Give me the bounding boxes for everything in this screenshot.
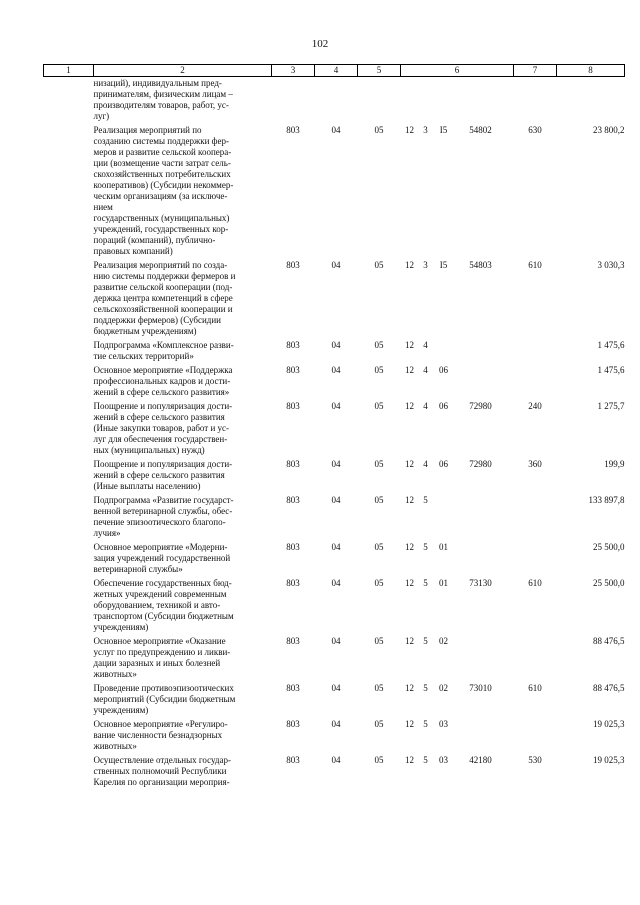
- amount: 199,9: [604, 459, 625, 469]
- subitem-code: 05: [374, 495, 384, 505]
- expense-type-code: [514, 636, 557, 683]
- table-row: [44, 755, 625, 791]
- expense-type-code: [514, 719, 557, 755]
- amount: 25 500,0: [593, 542, 625, 552]
- program-code-part: 06: [439, 365, 448, 375]
- expense-type-code: 530: [528, 755, 542, 765]
- program-code-part: 06: [439, 459, 448, 469]
- row-name: Подпрограмма «Развитие государст- венной ветеринарной службы, обес- печение эпизоотического благопо- лучия»: [93, 495, 234, 538]
- table-row: [44, 542, 625, 578]
- program-code-part: 12: [405, 459, 414, 469]
- row-name: Подпрограмма «Комплексное разви- тие сельских территорий»: [93, 340, 234, 361]
- subitem-code: 05: [374, 683, 384, 693]
- expense-type-code: 610: [528, 578, 542, 588]
- expense-type-code: 360: [528, 459, 542, 469]
- program-code-part: 03: [439, 719, 448, 729]
- subsection-code: 04: [331, 401, 341, 411]
- program-code-part: I5: [439, 125, 448, 135]
- program-code: [401, 260, 514, 340]
- section-code: 803: [286, 542, 300, 552]
- subsection-code: 04: [331, 260, 341, 270]
- subsection-code: 04: [331, 683, 341, 693]
- cell-col-1: [44, 260, 94, 340]
- expense-type-code: [514, 340, 557, 365]
- continuation-text: низаций), индивидуальным пред- принимателям, физическим лицам – производителям товаров, работ, ус- луг): [93, 78, 233, 121]
- program-code: [401, 401, 514, 459]
- section-code: 803: [286, 125, 300, 135]
- program-code-part: 12: [405, 365, 414, 375]
- amount: 25 500,0: [593, 578, 625, 588]
- subsection-code: 04: [331, 340, 341, 350]
- program-code-part: 73010: [469, 683, 492, 693]
- subsection-code: 04: [331, 365, 341, 375]
- cell-col-1: [44, 578, 94, 636]
- program-code: [401, 578, 514, 636]
- program-code: [401, 459, 514, 495]
- continuation-row: [44, 77, 625, 126]
- table-row: [44, 260, 625, 340]
- row-name: Поощрение и популяризация дости- жений в сфере сельского развития (Иные закупки товаров, работ и ус- луг для обеспечения государствен- ных (муниципальных) нужд): [93, 401, 233, 455]
- expense-type-code: 610: [528, 683, 542, 693]
- cell-col-1: [44, 719, 94, 755]
- header-col-2: 2: [94, 65, 272, 77]
- row-name: Осуществление отдельных государ- ственных полномочий Республики Карелия по организации мероприя-: [93, 755, 231, 787]
- table-row: [44, 683, 625, 719]
- program-code: [401, 542, 514, 578]
- subsection-code: 04: [331, 578, 341, 588]
- cell-col-1: [44, 495, 94, 542]
- table-row: [44, 125, 625, 260]
- program-code-part: 73130: [469, 578, 492, 588]
- program-code-part: I5: [439, 260, 448, 270]
- cell-col-1: [44, 459, 94, 495]
- header-col-5: 5: [358, 65, 401, 77]
- table-row: [44, 340, 625, 365]
- program-code-part: 5: [423, 578, 428, 588]
- cell-col-1: [44, 755, 94, 791]
- program-code: [401, 755, 514, 791]
- section-code: 803: [286, 495, 300, 505]
- subitem-code: 05: [374, 755, 384, 765]
- program-code-part: 12: [405, 125, 414, 135]
- program-code-part: 4: [423, 340, 428, 350]
- program-code-part: 12: [405, 719, 414, 729]
- program-code-part: [455, 495, 507, 506]
- cell-col-1: [44, 401, 94, 459]
- subitem-code: 05: [374, 125, 384, 135]
- program-code-part: 72980: [469, 401, 492, 411]
- expense-type-code: [514, 542, 557, 578]
- program-code-part: [455, 365, 507, 376]
- program-code-part: 5: [423, 542, 428, 552]
- subitem-code: 05: [374, 542, 384, 552]
- program-code: [401, 340, 514, 365]
- amount: 88 476,5: [593, 683, 625, 693]
- program-code-part: 12: [405, 495, 414, 505]
- cell-col-1: [44, 365, 94, 401]
- section-code: 803: [286, 636, 300, 646]
- program-code-part: 5: [423, 755, 428, 765]
- program-code-part: 4: [423, 365, 428, 375]
- subitem-code: 05: [374, 260, 384, 270]
- header-col-4: 4: [315, 65, 358, 77]
- header-col-6: 6: [401, 65, 514, 77]
- program-code: [401, 365, 514, 401]
- program-code-part: 02: [439, 683, 448, 693]
- table-row: [44, 401, 625, 459]
- row-name: Основное мероприятие «Поддержка профессиональных кадров и дости- жений в сфере сельского развития»: [93, 365, 233, 397]
- program-code-part: [455, 542, 507, 553]
- subitem-code: 05: [374, 578, 384, 588]
- table-row: [44, 365, 625, 401]
- section-code: 803: [286, 459, 300, 469]
- program-code-part: [455, 340, 507, 351]
- section-code: 803: [286, 755, 300, 765]
- subitem-code: 05: [374, 459, 384, 469]
- table-row: [44, 495, 625, 542]
- page-number: 102: [311, 38, 329, 50]
- program-code-part: 4: [423, 459, 428, 469]
- program-code-part: 03: [439, 755, 448, 765]
- row-name: Основное мероприятие «Модерни- зация учреждений государственной ветеринарной службы»: [93, 542, 231, 574]
- program-code-part: 12: [405, 578, 414, 588]
- program-code-part: [455, 636, 507, 647]
- program-code-part: 12: [405, 340, 414, 350]
- program-code-part: 12: [405, 755, 414, 765]
- table-row: [44, 719, 625, 755]
- amount: 1 475,6: [597, 365, 625, 375]
- amount: 1 475,6: [597, 340, 625, 350]
- cell-col-1: [44, 542, 94, 578]
- subsection-code: 04: [331, 459, 341, 469]
- subitem-code: 05: [374, 636, 384, 646]
- program-code-part: 54803: [469, 260, 492, 270]
- row-name: Основное мероприятие «Оказание услуг по предупреждению и ликви- дации заразных и иных болезней животных»: [93, 636, 231, 679]
- row-name: Реализация мероприятий по созда- нию системы поддержки фермеров и развитие сельской кооперации (под- держка центра компетенций в сфере сельскохозяйственной кооперации и поддержки фермеров) (Субсидии бюджетным учреждениям): [93, 260, 236, 336]
- program-code-part: 4: [423, 401, 428, 411]
- expense-type-code: 240: [528, 401, 542, 411]
- cell-col-1: [44, 125, 94, 260]
- amount: 19 025,3: [593, 755, 625, 765]
- section-code: 803: [286, 340, 300, 350]
- subsection-code: 04: [331, 755, 341, 765]
- expense-type-code: 630: [528, 125, 542, 135]
- table-body: [44, 77, 625, 792]
- program-code-part: 12: [405, 401, 414, 411]
- program-code-part: 5: [423, 495, 428, 505]
- program-code-part: 12: [405, 636, 414, 646]
- subsection-code: 04: [331, 125, 341, 135]
- row-name: Обеспечение государственных бюд- жетных учреждений современным оборудованием, техникой и авто- транспортом (Субсидии бюджетным учреждениям): [93, 578, 234, 632]
- expense-type-code: 610: [528, 260, 542, 270]
- subitem-code: 05: [374, 340, 384, 350]
- program-code-part: 12: [405, 260, 414, 270]
- amount: 23 800,2: [593, 125, 625, 135]
- header-col-7: 7: [514, 65, 557, 77]
- program-code-part: 72980: [469, 459, 492, 469]
- program-code: [401, 125, 514, 260]
- header-col-3: 3: [272, 65, 315, 77]
- cell-col-1: [44, 340, 94, 365]
- program-code-part: 5: [423, 636, 428, 646]
- expense-type-code: [514, 495, 557, 542]
- amount: 19 025,3: [593, 719, 625, 729]
- row-name: Основное мероприятие «Регулиро- вание численности безнадзорных животных»: [93, 719, 228, 751]
- section-code: 803: [286, 683, 300, 693]
- budget-table: [43, 64, 625, 791]
- section-code: 803: [286, 401, 300, 411]
- header-col-1: 1: [44, 65, 94, 77]
- subitem-code: 05: [374, 401, 384, 411]
- program-code: [401, 719, 514, 755]
- row-name: Поощрение и популяризация дости- жений в сфере сельского развития (Иные выплаты населению): [93, 459, 233, 491]
- row-name: Реализация мероприятий по созданию системы поддержки фер- меров и развитие сельской коопера- ции (возмещение части затрат сель- скохозяйственных потребительских кооперативов) (Субсидии некоммер- ческим организациям (за исключе- нием государственных (муниципальных) учреждений, государственных кор- пораций (компаний), публично- правовых компаний): [93, 125, 234, 256]
- subsection-code: 04: [331, 636, 341, 646]
- subitem-code: 05: [374, 719, 384, 729]
- program-code-part: 42180: [469, 755, 492, 765]
- subsection-code: 04: [331, 542, 341, 552]
- amount: 3 030,3: [597, 260, 625, 270]
- section-code: 803: [286, 260, 300, 270]
- program-code: [401, 495, 514, 542]
- program-code-part: 02: [439, 636, 448, 646]
- table-row: [44, 636, 625, 683]
- table-row: [44, 578, 625, 636]
- subsection-code: 04: [331, 495, 341, 505]
- section-code: 803: [286, 578, 300, 588]
- cell-col-1: [44, 683, 94, 719]
- program-code-part: 12: [405, 542, 414, 552]
- amount: 88 476,5: [593, 636, 625, 646]
- program-code-part: [433, 340, 455, 351]
- program-code: [401, 636, 514, 683]
- program-code-part: 01: [439, 542, 448, 552]
- header-row: [44, 65, 625, 77]
- program-code-part: 12: [405, 683, 414, 693]
- expense-type-code: [514, 365, 557, 401]
- program-code: [401, 683, 514, 719]
- amount: 1 275,7: [597, 401, 625, 411]
- section-code: 803: [286, 719, 300, 729]
- program-code-part: 5: [423, 683, 428, 693]
- program-code-part: 06: [439, 401, 448, 411]
- program-code-part: 01: [439, 578, 448, 588]
- program-code-part: 54802: [469, 125, 492, 135]
- program-code-part: [455, 719, 507, 730]
- header-col-8: 8: [557, 65, 625, 77]
- subitem-code: 05: [374, 365, 384, 375]
- program-code-part: 5: [423, 719, 428, 729]
- section-code: 803: [286, 365, 300, 375]
- subsection-code: 04: [331, 719, 341, 729]
- row-name: Проведение противоэпизоотических мероприятий (Субсидии бюджетным учреждениям): [93, 683, 236, 715]
- program-code-part: [433, 495, 455, 506]
- program-code-part: 3: [423, 125, 428, 135]
- program-code-part: 3: [423, 260, 428, 270]
- cell-col-1: [44, 636, 94, 683]
- amount: 133 897,8: [588, 495, 625, 505]
- table-row: [44, 459, 625, 495]
